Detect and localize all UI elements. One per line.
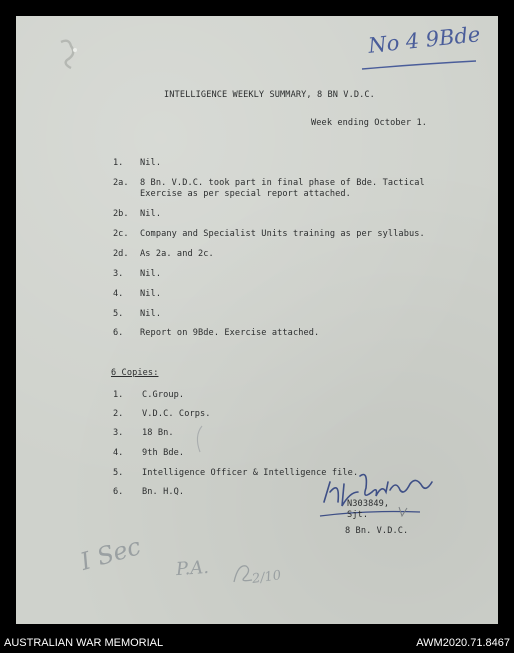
signatory-rank: Sjt. — [347, 510, 369, 520]
copy-number: 6. — [113, 487, 124, 497]
item-number: 3. — [113, 269, 124, 279]
item-text: Nil. — [140, 289, 162, 299]
staple-mark — [55, 36, 85, 72]
item-text: Nil. — [140, 269, 162, 279]
pencil-mark — [188, 424, 208, 454]
item-number: 2d. — [113, 249, 129, 259]
item-text-continued: Exercise as per special report attached. — [140, 189, 351, 199]
footer-institution: AUSTRALIAN WAR MEMORIAL — [4, 637, 164, 649]
pencil-note: 2/10 — [251, 568, 283, 587]
copy-number: 3. — [113, 428, 124, 438]
pencil-note: I Sec — [77, 532, 144, 576]
handwritten-reference: No 4 9Bde — [367, 22, 482, 58]
item-number: 2b. — [113, 209, 129, 219]
copy-number: 2. — [113, 409, 124, 419]
copy-number: 4. — [113, 448, 124, 458]
item-number: 2c. — [113, 229, 129, 239]
document-page — [16, 16, 498, 624]
item-number: 6. — [113, 328, 124, 338]
copy-recipient: Bn. H.Q. — [142, 487, 185, 497]
copy-recipient: 18 Bn. — [142, 428, 174, 438]
copy-recipient: Intelligence Officer & Intelligence file. — [142, 468, 359, 478]
copy-recipient: V.D.C. Corps. — [142, 409, 211, 419]
pencil-note: P.A. — [175, 556, 210, 581]
item-text: As 2a. and 2c. — [140, 249, 214, 259]
copies-heading: 6 Copies: — [111, 368, 159, 378]
item-text: Nil. — [140, 158, 162, 168]
item-number: 5. — [113, 309, 124, 319]
item-number: 2a. — [113, 178, 129, 188]
item-number: 4. — [113, 289, 124, 299]
item-text: Company and Specialist Units training as per syllabus. — [140, 229, 425, 239]
service-number: N303849, — [347, 499, 390, 509]
item-text: 8 Bn. V.D.C. took part in final phase of Bde. Tactical — [140, 178, 425, 188]
signature — [316, 462, 446, 524]
item-text: Nil. — [140, 309, 162, 319]
signatory-unit: 8 Bn. V.D.C. — [345, 526, 409, 536]
copy-recipient: C.Group. — [142, 390, 185, 400]
pencil-tick — [396, 504, 410, 520]
item-text: Report on 9Bde. Exercise attached. — [140, 328, 320, 338]
copy-number: 1. — [113, 390, 124, 400]
week-ending: Week ending October 1. — [311, 118, 428, 128]
item-text: Nil. — [140, 209, 162, 219]
item-number: 1. — [113, 158, 124, 168]
copy-number: 5. — [113, 468, 124, 478]
footer-accession-number: AWM2020.71.8467 — [416, 637, 510, 649]
document-title: INTELLIGENCE WEEKLY SUMMARY, 8 BN V.D.C. — [164, 90, 375, 100]
copy-recipient: 9th Bde. — [142, 448, 185, 458]
handwritten-underline — [360, 58, 480, 72]
